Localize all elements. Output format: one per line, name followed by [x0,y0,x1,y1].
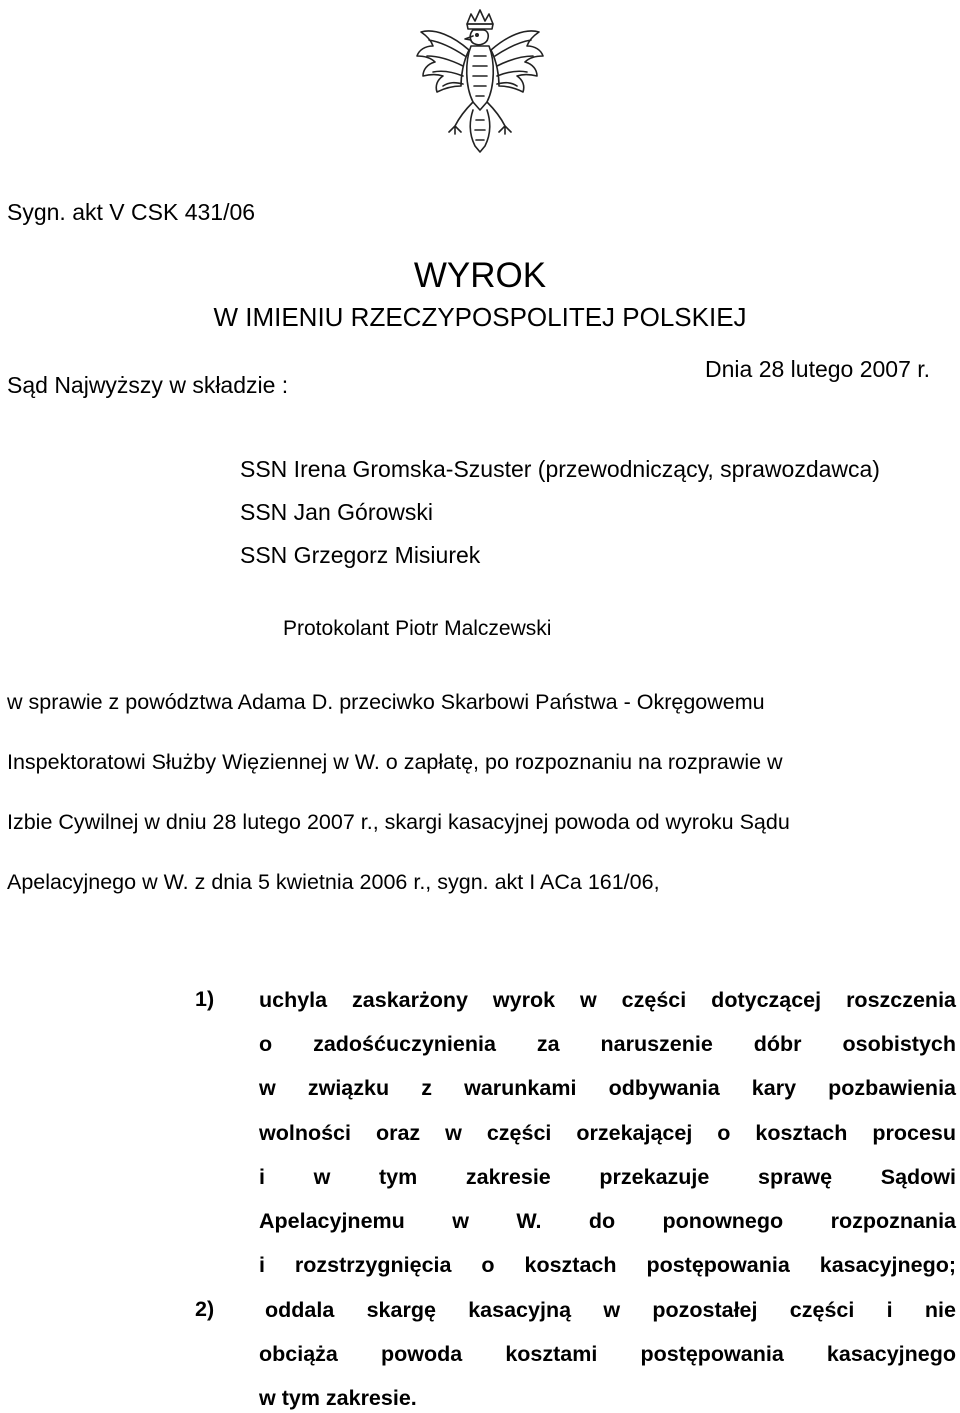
ruling-number: 2) [195,1297,215,1321]
ruling-line: obciąża powoda kosztami postępowania kasacyjnego [259,1342,956,1366]
document-subtitle: W IMIENIU RZECZYPOSPOLITEJ POLSKIEJ [213,302,747,332]
ruling-line: uchyla zaskarżony wyrok w części dotyczącej roszczenia [259,988,956,1012]
ruling-number: 1) [195,987,215,1011]
court-composition-label: Sąd Najwyższy w składzie : [7,372,289,398]
document-title: WYROK [413,256,547,295]
judge-presiding: SSN Irena Gromska-Szuster (przewodniczący, sprawozdawca) [240,456,880,482]
case-intro-line: Izbie Cywilnej w dniu 28 lutego 2007 r., skargi kasacyjnej powoda od wyroku Sądu [7,810,790,834]
judge-member: SSN Grzegorz Misiurek [240,542,481,568]
ruling-line: i w tym zakresie przekazuje sprawę Sądowi [259,1165,956,1189]
ruling-line: oddala skargę kasacyjną w pozostałej części i nie [265,1298,956,1322]
ruling-line: w tym zakresie. [259,1386,417,1410]
case-signature: Sygn. akt V CSK 431/06 [7,199,256,225]
court-clerk: Protokolant Piotr Malczewski [283,617,552,640]
ruling-line: i rozstrzygnięcia o kosztach postępowania kasacyjnego; [259,1253,956,1277]
judgment-date: Dnia 28 lutego 2007 r. [705,356,931,382]
case-intro-line: Inspektoratowi Służby Więziennej w W. o zapłatę, po rozpoznaniu na rozprawie w [7,750,783,774]
ruling-line: w związku z warunkami odbywania kary pozbawienia [259,1076,956,1100]
case-intro-line: Apelacyjnego w W. z dnia 5 kwietnia 2006 r., sygn. akt I ACa 161/06, [7,870,660,894]
polish-eagle-emblem-icon [405,6,555,162]
ruling-line: Apelacyjnemu w W. do ponownego rozpoznania [259,1209,956,1233]
judge-member: SSN Jan Górowski [240,499,434,525]
ruling-line: o zadośćuczynienia za naruszenie dóbr osobistych [259,1032,956,1056]
case-intro-line: w sprawie z powództwa Adama D. przeciwko Skarbowi Państwa - Okręgowemu [7,690,765,714]
ruling-line: wolności oraz w części orzekającej o kosztach procesu [259,1121,956,1145]
